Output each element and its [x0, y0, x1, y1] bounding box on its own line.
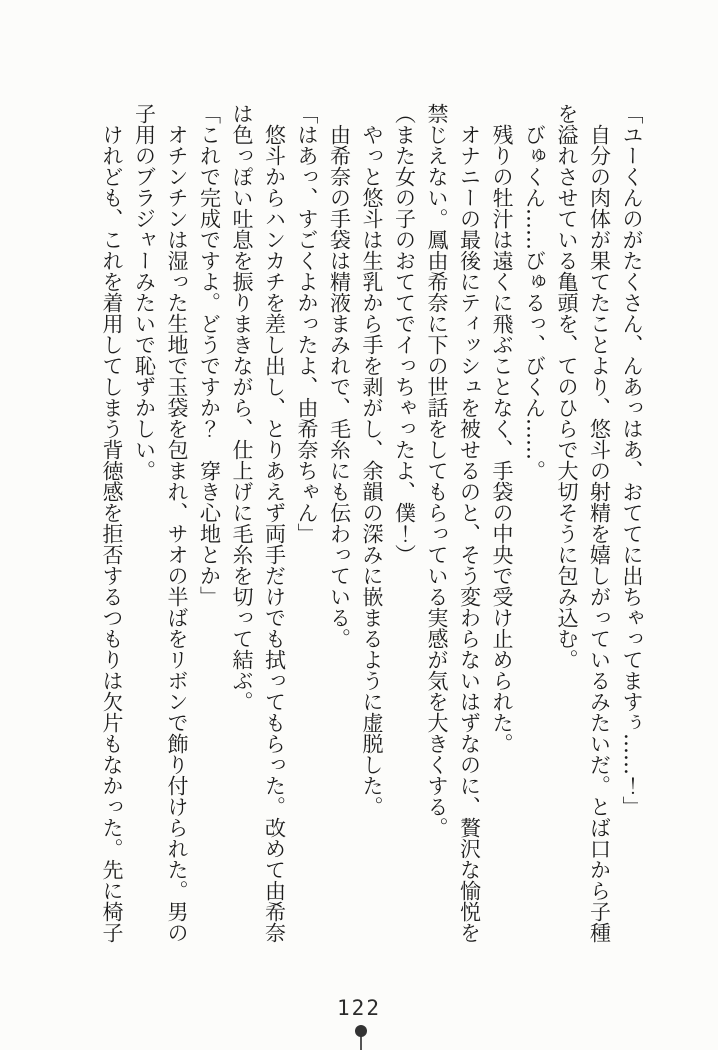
text-line: 残りの牡汁は遠くに飛ぶことなく、手袋の中央で受け止められた。 [490, 124, 514, 754]
text-line: 禁じえない。鳳由希奈に下の世話をしてもらっている実感が気を大きくする。 [425, 103, 449, 838]
page-number: 122 [337, 996, 381, 1020]
text-line: オナニーの最後にティッシュを被せるのと、そう変わらないはずなのに、贅沢な愉悦を [457, 124, 482, 943]
text-line: を溢れさせている亀頭を、てのひらで大切そうに包み込む。 [555, 103, 579, 670]
text-line: 自分の肉体が果てたことより、悠斗の射精を嬉しがっているみたいだ。とば口から子種 [587, 124, 612, 943]
text-line: は色っぽい吐息を振りまきながら、仕上げに毛糸を切って結ぶ。 [230, 103, 254, 712]
text-line: 「ユーくんのがたくさん、んあっはあ、おててに出ちゃってますぅ……！」 [620, 103, 644, 817]
text-line: 「これで完成ですよ。どうですか？ 穿き心地とか」 [197, 103, 222, 607]
text-block [96, 103, 649, 948]
text-line: 子用のブラジャーみたいで恥ずかしい。 [132, 103, 157, 481]
text-line: やっと悠斗は生乳から手を剥がし、余韻の深みに嵌まるように虚脱した。 [360, 124, 384, 817]
text-line: 由希奈の手袋は精液まみれで、毛糸にも伝わっている。 [327, 124, 352, 649]
text-line: 悠斗からハンカチを差し出し、とりあえず両手だけでも拭ってもらった。改めて由希奈 [262, 124, 287, 943]
text-line: オチンチンは湿った生地で玉袋を包まれ、サオの半ばをリボンで飾り付けられた。男の [165, 124, 189, 943]
page-footer [0, 980, 718, 1050]
text-line: けれども、これを着用してしまう背徳感を拒否するつもりは欠片もなかった。先に椅子 [100, 124, 124, 943]
text-line: びゅくん……びゅるっ、びくん……。 [522, 124, 547, 481]
text-line: （また女の子のおててでイっちゃったよ、僕！） [392, 103, 417, 565]
binding-dot-icon [360, 1034, 362, 1050]
text-line: 「はあっ、すごくよかったよ、由希奈ちゃん」 [295, 103, 319, 544]
